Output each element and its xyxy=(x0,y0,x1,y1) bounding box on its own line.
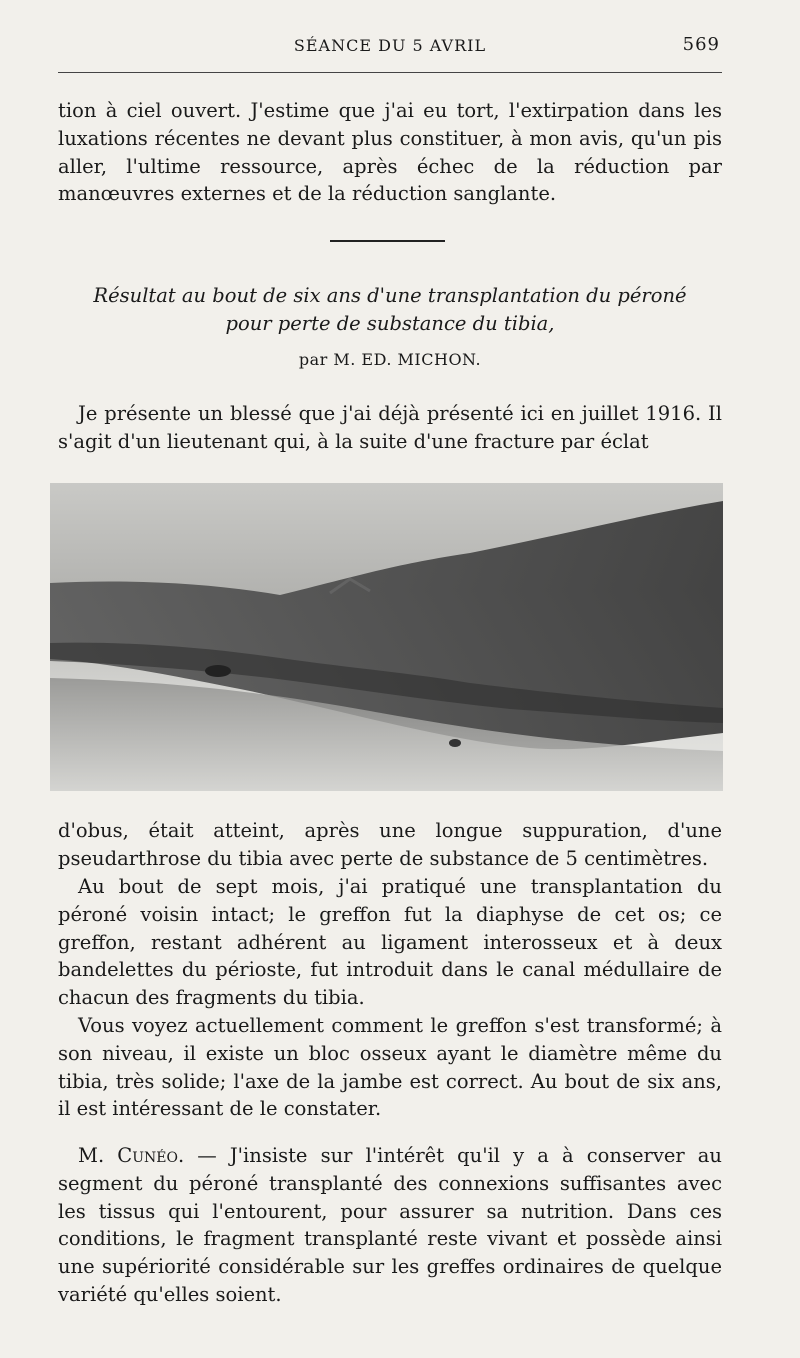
page-number: 569 xyxy=(682,34,720,55)
radiograph-image xyxy=(50,483,723,791)
article-title-line-1: Résultat au bout de six ans d'une transplantation du péroné xyxy=(93,284,687,307)
paragraph-discussion xyxy=(58,1142,722,1309)
article-title xyxy=(58,282,722,338)
paragraph-transplantation: Au bout de sept mois, j'ai pratiqué une transplantation du péroné voisin intact; le greffon fut la diaphyse de cet os; ce greffon, restant adhérent au ligament interosseux et à deux bandelettes du périoste, fut introduit dans le canal médullaire de chacun des fragments du tibia. xyxy=(58,875,722,1010)
section-separator xyxy=(330,240,445,242)
header-rule xyxy=(58,72,722,73)
paragraph-intro: Je présente un blessé que j'ai déjà présenté ici en juillet 1916. Il s'agit d'un lieutenant qui, à la suite d'une fracture par éclat xyxy=(58,402,722,453)
discussion-speaker: M. Cunéo. xyxy=(78,1144,185,1167)
paragraph-result: Vous voyez actuellement comment le greffon s'est transformé; à son niveau, il existe un bloc osseux ayant le diamètre même du tibia, très solide; l'axe de la jambe est correct. Au bout de six ans, il est intéressant de le constater. xyxy=(58,1014,722,1121)
running-header xyxy=(58,36,722,58)
running-title: SÉANCE DU 5 AVRIL xyxy=(293,36,487,55)
paragraph-continuation: tion à ciel ouvert. J'estime que j'ai eu tort, l'extirpation dans les luxations récentes ne devant plus constituer, à mon avis, qu'un pis aller, l'ultime ressource, après échec de la réduction par manœuvres externes et de la réduction sanglante. xyxy=(58,99,722,206)
discussion-text: — J'insiste sur l'intérêt qu'il y a à conserver au segment du péroné transplanté des connexions suffisantes avec les tissus qui l'entourent, pour assurer sa nutrition. Dans ces conditions, le fragment transplanté reste vivant et possède ainsi une supériorité considérable sur les greffes ordinaires de quelque variété qu'elles soient. xyxy=(58,1144,722,1306)
radiograph-figure xyxy=(50,483,723,791)
article-author: par M. ED. MICHON. xyxy=(298,350,482,369)
paragraph-pseudarthrosis: d'obus, était atteint, après une longue suppuration, d'une pseudarthrose du tibia avec perte de substance de 5 centimètres. xyxy=(58,819,722,870)
article-title-line-2: pour perte de substance du tibia, xyxy=(225,312,555,335)
